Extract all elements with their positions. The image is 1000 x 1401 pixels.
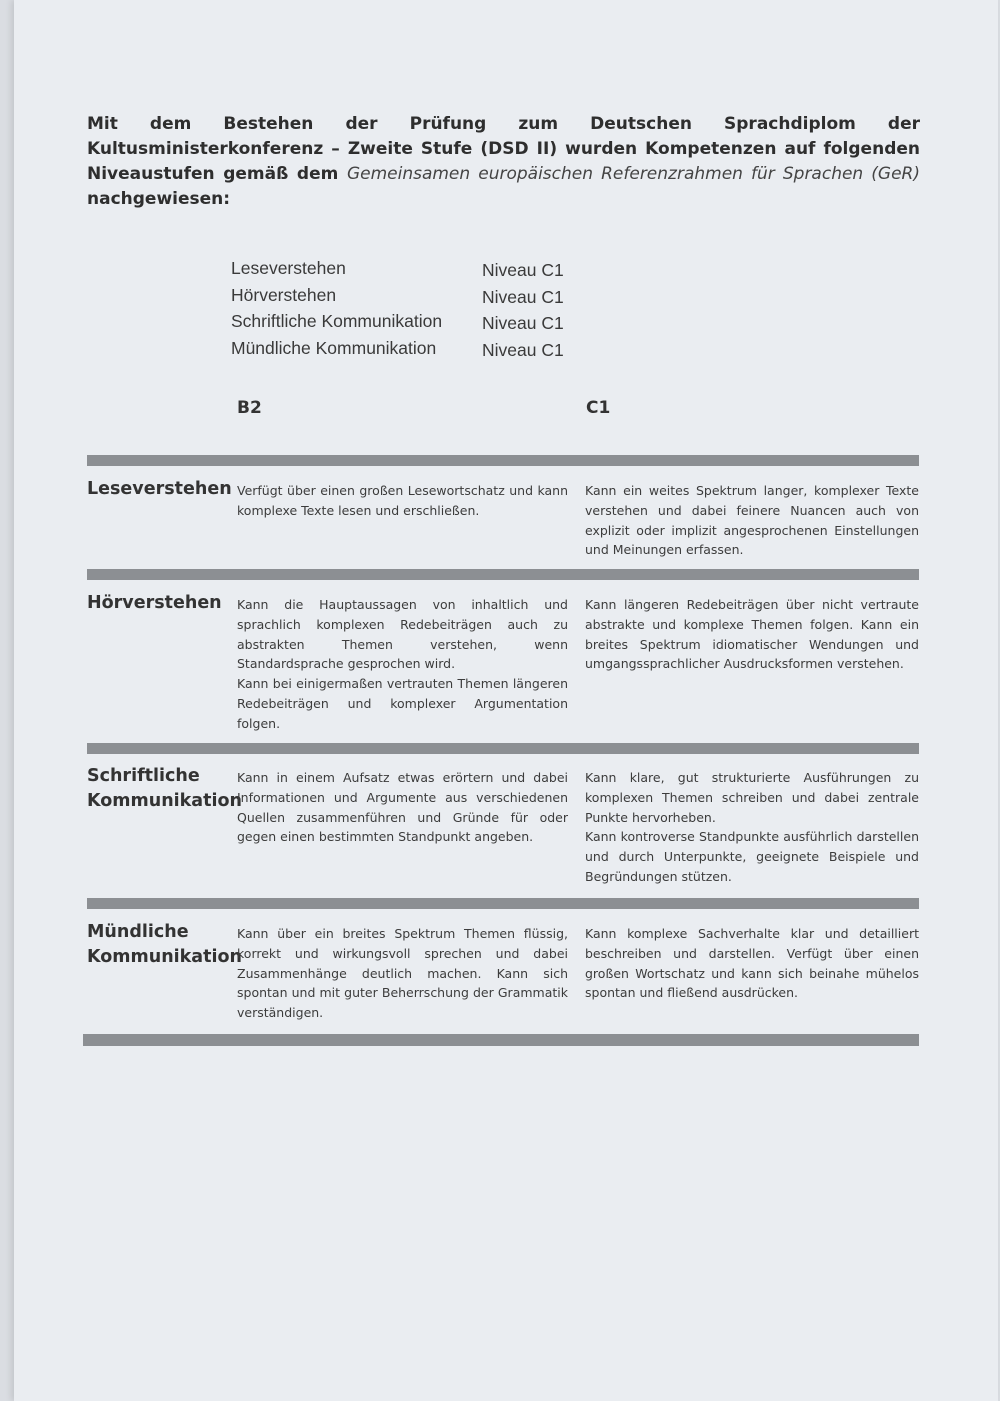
level-row bbox=[231, 258, 591, 285]
cell-c1 bbox=[585, 924, 919, 1003]
cell-text: Kann klare, gut strukturierte Ausführungen zu komplexen Themen schreiben und dabei zentrale Punkte hervorheben. bbox=[585, 770, 919, 825]
cell-text: Kann komplexe Sachverhalte klar und detailliert beschreiben und darstellen. Verfügt über einen großen Wortschatz und kann sich beinahe mühelos spontan und fließend ausdrücken. bbox=[585, 926, 919, 1001]
cell-b2 bbox=[237, 924, 568, 1023]
cell-b2 bbox=[237, 595, 568, 734]
level-row bbox=[231, 285, 591, 312]
table-divider bbox=[87, 569, 919, 580]
intro-paragraph bbox=[87, 112, 920, 212]
level-value: Niveau C1 bbox=[482, 260, 564, 280]
cell-text: Kann ein weites Spektrum langer, komplexer Texte verstehen und dabei feinere Nuancen auch von explizit oder implizit angesprochenen Einstellungen und Meinungen erfassen. bbox=[585, 483, 919, 558]
cell-c1 bbox=[585, 481, 919, 560]
table-divider bbox=[87, 743, 919, 754]
cell-text: Kann über ein breites Spektrum Themen flüssig, korrekt und wirkungsvoll sprechen und dabei Zusammenhänge deutlich machen. Kann sich spontan und mit guter Beherrschung der Grammatik verständigen. bbox=[237, 926, 568, 1021]
cell-c1 bbox=[585, 768, 919, 887]
table-divider bbox=[87, 455, 919, 466]
level-value: Niveau C1 bbox=[482, 286, 564, 307]
level-skill: Mündliche Kommunikation bbox=[231, 337, 437, 358]
level-skill: Hörverstehen bbox=[231, 284, 337, 305]
row-category: Hörverstehen bbox=[87, 593, 222, 613]
cell-text: Kann die Hauptaussagen von inhaltlich und sprachlich komplexen Redebeiträgen auch zu abstrakten Themen verstehen, wenn Standardsprache gesprochen wird. bbox=[237, 597, 568, 672]
cell-text: Kann kontroverse Standpunkte ausführlich darstellen und durch Unterpunkte, geeignete Beispiele und Begründungen stützen. bbox=[585, 829, 919, 884]
table-bottom-divider bbox=[83, 1034, 919, 1046]
cell-b2 bbox=[237, 768, 568, 847]
level-skill: Schriftliche Kommunikation bbox=[231, 311, 443, 331]
level-value: Niveau C1 bbox=[482, 339, 564, 360]
level-value: Niveau C1 bbox=[482, 313, 564, 333]
cell-c1 bbox=[585, 595, 919, 674]
cell-text: Verfügt über einen großen Lesewortschatz und kann komplexe Texte lesen und erschließen. bbox=[237, 483, 568, 518]
row-category: Mündliche Kommunikation bbox=[87, 922, 242, 967]
level-skill: Leseverstehen bbox=[231, 258, 346, 278]
intro-text-end: nachgewiesen: bbox=[87, 189, 231, 209]
intro-text: Mit dem Bestehen der Prüfung zum Deutschen Sprachdiplom der Kultusministerkonferenz – Zweite Stufe (DSD II) wurden Kompetenzen auf folgenden Niveaustufen gemäß dem bbox=[87, 114, 920, 184]
level-row bbox=[231, 338, 591, 365]
cell-b2 bbox=[237, 481, 568, 521]
table-divider bbox=[87, 898, 919, 909]
cell-text: Kann längeren Redebeiträgen über nicht vertraute abstrakte und komplexe Themen folgen. Kann ein breites Spektrum idiomatischer Wendungen und umgangssprachlicher Ausdrucksformen verstehen. bbox=[585, 597, 919, 672]
row-category: Schriftliche Kommunikation bbox=[87, 766, 242, 811]
cell-text: Kann bei einigermaßen vertrauten Themen längeren Redebeiträgen und komplexer Argumentation folgen. bbox=[237, 676, 568, 731]
column-header-b2: B2 bbox=[237, 398, 262, 418]
intro-emphasis: Gemeinsamen europäischen Referenzrahmen für Sprachen (GeR) bbox=[346, 164, 920, 184]
level-summary bbox=[231, 258, 591, 364]
cell-text: Kann in einem Aufsatz etwas erörtern und dabei Informationen und Argumente aus verschiedenen Quellen zusammenführen und Gründe für oder gegen einen bestimmten Standpunkt angeben. bbox=[237, 770, 568, 845]
row-category: Leseverstehen bbox=[87, 479, 232, 499]
column-header-c1: C1 bbox=[586, 398, 611, 418]
level-row bbox=[231, 311, 591, 338]
